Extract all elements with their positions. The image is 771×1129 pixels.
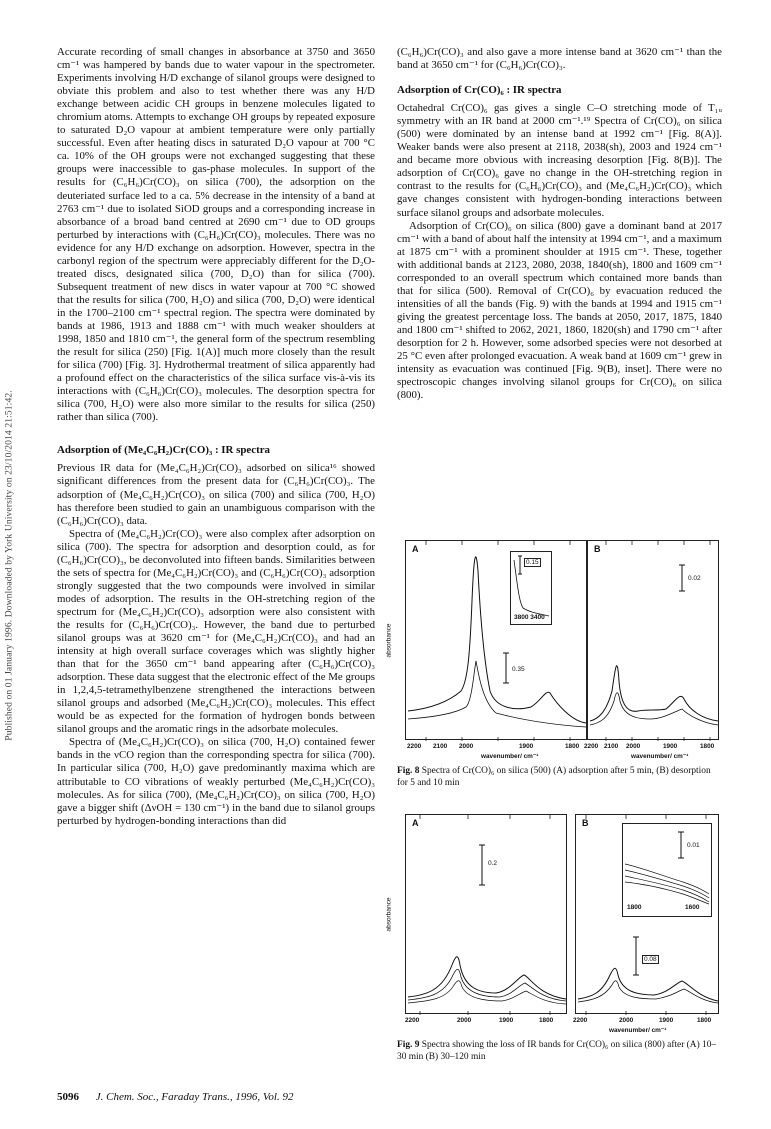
- scale-label: 0.15: [526, 559, 539, 566]
- figure-8-panels: [385, 540, 722, 760]
- tick-label: 1900: [499, 1017, 514, 1024]
- spectrum-trace: [590, 693, 718, 725]
- scale-label: 0.02: [688, 575, 701, 582]
- figure-9-panel-b: [575, 814, 719, 1014]
- caption-text: Spectra showing the loss of IR bands for Cr(CO)₆ on silica (800) after (A) 10–30 min (B) 30–120 min: [397, 1040, 717, 1062]
- tick-label: 2000: [459, 743, 474, 750]
- tick-label: 1800: [539, 1017, 554, 1024]
- tick-label: 2000: [619, 1017, 634, 1024]
- tick-label: 2200: [407, 743, 422, 750]
- page-number: 5096: [57, 1091, 79, 1103]
- spectrum-plot-a: [406, 541, 588, 741]
- spectrum-trace: [408, 969, 566, 1001]
- tick-label: 2200: [584, 743, 599, 750]
- tick-label: 1800: [700, 743, 715, 750]
- scale-label: 0.08: [644, 956, 657, 963]
- tick-label: 1900: [519, 743, 534, 750]
- inset-tick-label: 1600: [685, 904, 700, 911]
- y-axis-label: absorbance: [385, 897, 393, 931]
- x-axis-label: wavenumber/ cm⁻¹: [609, 1027, 667, 1034]
- figure-8: [385, 540, 722, 788]
- inset-tick-label: 1800: [627, 904, 642, 911]
- paragraph: Spectra of (Me₄C₆H₂)Cr(CO)₃ on silica (700, H₂O) contained fewer bands in the νCO region than the corresponding spectra for silica (700). In particular silica (700, H₂O) gave predominantly maxima which are attributable to CO vibrations of weakly perturbed (Me₄C₆H₂)Cr(CO)₃ molecules. As for silica (700), (Me₄C₆H₂)Cr(CO)₃ on silica (700, H₂O) gave a bigger shift (ΔνOH = 130 cm⁻¹) in the band due to silanol groups perturbed by hydrogen-bonding interactions than did: [57, 736, 375, 827]
- figure-8-panel-b: [587, 540, 719, 740]
- scale-label: 0.2: [488, 860, 498, 867]
- paragraph: Adsorption of Cr(CO)₆ on silica (800) gave a dominant band at 2017 cm⁻¹ with a band of about half the intensity at 1994 cm⁻¹, and a maximum at 1875 cm⁻¹ with a prominent shoulder at 1915 cm⁻¹. These, together with additional bands at 2123, 2080, 2038, 1840(sh), 1800 and 1609 cm⁻¹ corresponded to an overall spectrum which contained more bands than that for silica (500). Removal of Cr(CO)₆ by evacuation reduced the intensities of all the bands (Fig. 9) with the bands at 1994 and 1915 cm⁻¹ giving the greatest percentage loss. The bands at 2050, 2017, 1875, 1840 and 1800 cm⁻¹ shifted to 2062, 2021, 1860, 1820(sh) and 1790 cm⁻¹ after desorption for 2 h. However, some adsorbed species were not desorbed at 25 °C even after prolonged evacuation. A weak band at 1609 cm⁻¹ grew in intensity as evacuation was continued [Fig. 9(B), inset]. There were no spectroscopic changes involving silanol groups for Cr(CO)₆ on silica (800).: [397, 219, 722, 402]
- paragraph: Previous IR data for (Me₄C₆H₂)Cr(CO)₃ adsorbed on silica¹⁶ showed significant differences from the present data for (C₆H₆)Cr(CO)₃. The adsorption of (Me₄C₆H₂)Cr(CO)₃ on silica (700) and silica (700, H₂O) has therefore been studied to gain an unambiguous comparison with the (C₆H₆)Cr(CO)₃ data.: [57, 462, 375, 527]
- figure-8-caption: [397, 766, 722, 789]
- tick-label: 2000: [457, 1017, 472, 1024]
- tick-label: 2200: [573, 1017, 588, 1024]
- download-watermark: [2, 260, 16, 870]
- inset-plot: [623, 824, 711, 916]
- spectrum-trace: [590, 666, 718, 721]
- figure-8-panel-a: [405, 540, 587, 740]
- x-axis-label: wavenumber/ cm⁻¹: [481, 753, 539, 760]
- inset-trace: [625, 876, 709, 902]
- figure-9-panels: [385, 814, 722, 1034]
- tick-label: 1900: [659, 1017, 674, 1024]
- section-heading: Adsorption of Cr(CO)₆ : IR spectra: [397, 84, 562, 97]
- caption-text: Spectra of Cr(CO)₆ on silica (500) (A) adsorption after 5 min, (B) desorption for 5 and 10 min: [397, 766, 711, 788]
- caption-label: Fig. 9: [397, 1040, 420, 1050]
- inset-tick-labels: 3800 3400: [514, 614, 545, 621]
- journal-citation: J. Chem. Soc., Faraday Trans., 1996, Vol. 92: [95, 1091, 294, 1103]
- tick-label: 1800: [565, 743, 580, 750]
- tick-label: 2100: [604, 743, 619, 750]
- paragraph: (C₆H₆)Cr(CO)₃ and also gave a more intense band at 3620 cm⁻¹ than the band at 3650 cm⁻¹ for (C₆H₆)Cr(CO)₃.: [397, 46, 722, 72]
- tick-label: 2200: [405, 1017, 420, 1024]
- spectrum-plot-a: [406, 815, 568, 1015]
- panel-letter: A: [412, 544, 419, 554]
- figure-9: [385, 814, 722, 1062]
- spectrum-trace: [408, 557, 586, 723]
- section-heading: Adsorption of (Me₄C₆H₂)Cr(CO)₃ : IR spectra: [57, 444, 270, 457]
- scale-label: 0.01: [687, 842, 700, 849]
- figure-9-panel-a: [405, 814, 567, 1014]
- figure-8-inset: [510, 551, 552, 625]
- y-axis-label: absorbance: [385, 623, 393, 657]
- panel-letter: A: [412, 818, 419, 828]
- tick-label: 2000: [626, 743, 641, 750]
- paragraph: Octahedral Cr(CO)₆ gas gives a single C–O stretching mode of T₁ᵤ symmetry with an IR band at 2000 cm⁻¹.¹⁹ Spectra of Cr(CO)₆ on silica (500) were dominated by an intense band at 1992 cm⁻¹ [Fig. 8(A)]. Weaker bands were also present at 2118, 2038(sh), 2003 and 1924 cm⁻¹ and became more obvious with increasing desorption [Fig. 8(B)]. The adsorption of Cr(CO)₆ gave no change in the OH-stretching region in contrast to the results for (C₆H₆)Cr(CO)₃ and (Me₄C₆H₂)Cr(CO)₃ which gave changes consistent with hydrogen-bonding interactions between surface silanol groups and adsorbate molecules.: [397, 102, 722, 219]
- spectrum-trace: [408, 661, 586, 727]
- panel-letter: B: [594, 544, 601, 554]
- right-column: [397, 46, 722, 402]
- caption-label: Fig. 8: [397, 766, 420, 776]
- figure-9-inset: [622, 823, 712, 917]
- page-footer: [57, 1091, 293, 1103]
- spectrum-trace: [408, 957, 566, 999]
- panel-letter: B: [582, 818, 589, 828]
- tick-label: 1900: [663, 743, 678, 750]
- paragraph: Accurate recording of small changes in absorbance at 3750 and 3650 cm⁻¹ was hampered by bands due to water vapour in the spectrometer. Experiments involving H/D exchange of silanol groups were designed to obviate this problem and also to test whether there was any H/D exchange between acidic CH groups in benzene molecules ligated to chromium atoms. Attempts to exchange OH groups by repeated exposure to saturated D₂O vapour at ambient temperature were only partially successful. Even after heating discs in saturated D₂O vapour at 700 °C ca. 10% of the OH groups were not exchanged suggesting that these groups were inaccessible to gas-phase molecules. In support of the results for (C₆H₆)Cr(CO)₃ on silica (700), the adsorption on the deuteriated surface led to a ca. 5% decrease in the intensity of a band at 2763 cm⁻¹ due to isolated SiOD groups and a corresponding increase in absorbance of a broad band centred at 2690 cm⁻¹ due to OD groups perturbed by interactions with (C₆H₆)Cr(CO)₃ molecules. There was no evidence for any H/D exchange on adsorption. However, spectra in the carbonyl region of the spectrum were appreciably different for the D₂O-treated discs, designated silica (700, D₂O) than for silica (700). Subsequent treatment of new discs in water vapour at 700 °C showed that the results for silica (700, H₂O) and silica (700, D₂O) were identical in the 1700–2100 cm⁻¹ spectral region. The spectra were dominated by bands at 1986, 1913 and 1888 cm⁻¹ with much weaker shoulders at 1998, 1850 and 1810 cm⁻¹, the general form of the spectrum resembling the result for silica (250) [Fig. 1(A)] much more closely than the result for silica (700) [Fig. 3]. Hydrothermal treatment of silica apparently had a profound effect on the characteristics of the silica surface vis-à-vis its interactions with (C₆H₆)Cr(CO)₃ molecules. The desorption spectra for silica (700, H₂O) were also more similar to the results for silica (250) rather than silica (700).: [57, 46, 376, 424]
- download-watermark-text: Published on 01 January 1996. Downloaded by York University on 23/10/2014 21:51:42.: [3, 389, 15, 741]
- spectrum-plot-b: [588, 541, 720, 741]
- scale-label: 0.35: [512, 666, 525, 673]
- paragraph: Spectra of (Me₄C₆H₂)Cr(CO)₃ were also complex after adsorption on silica (700). The spectra for adsorption and desorption could, as for (C₆H₆)Cr(CO)₃, be deconvoluted into fifteen bands. Similarities between the sets of spectra for (Me₄C₆H₂)Cr(CO)₃ and (C₆H₆)Cr(CO)₃ adsorption strongly suggested that the two compounds were involved in similar modes of adsorption. The results in the OH-stretching region of the spectrum for (Me₄C₆H₂)Cr(CO)₃ adsorption were also consistent with the results for (C₆H₆)Cr(CO)₃. However, the band due to perturbed silanol groups was at 3620 cm⁻¹ for (Me₄C₆H₂)Cr(CO)₃ and had an intensity at high overall surface coverages which was slightly higher than that for the 3650 cm⁻¹ band appearing after (C₆H₆)Cr(CO)₃ adsorption. These data suggest that the electronic effect of the Me groups in 1,2,4,5-tetramethylbenzene strengthened the interactions between silanol groups and adsorbed (Me₄C₆H₂)Cr(CO)₃ molecules. This effect would be as expected for the formation of hydrogen bonds between silanol groups and the aromatic rings in the adsorbate molecules.: [57, 527, 375, 736]
- x-axis-label: wavenumber/ cm⁻¹: [631, 753, 689, 760]
- figure-9-caption: [397, 1040, 722, 1063]
- tick-label: 1800: [697, 1017, 712, 1024]
- inset-trace: [514, 560, 549, 616]
- tick-label: 2100: [433, 743, 448, 750]
- left-column: [57, 46, 375, 828]
